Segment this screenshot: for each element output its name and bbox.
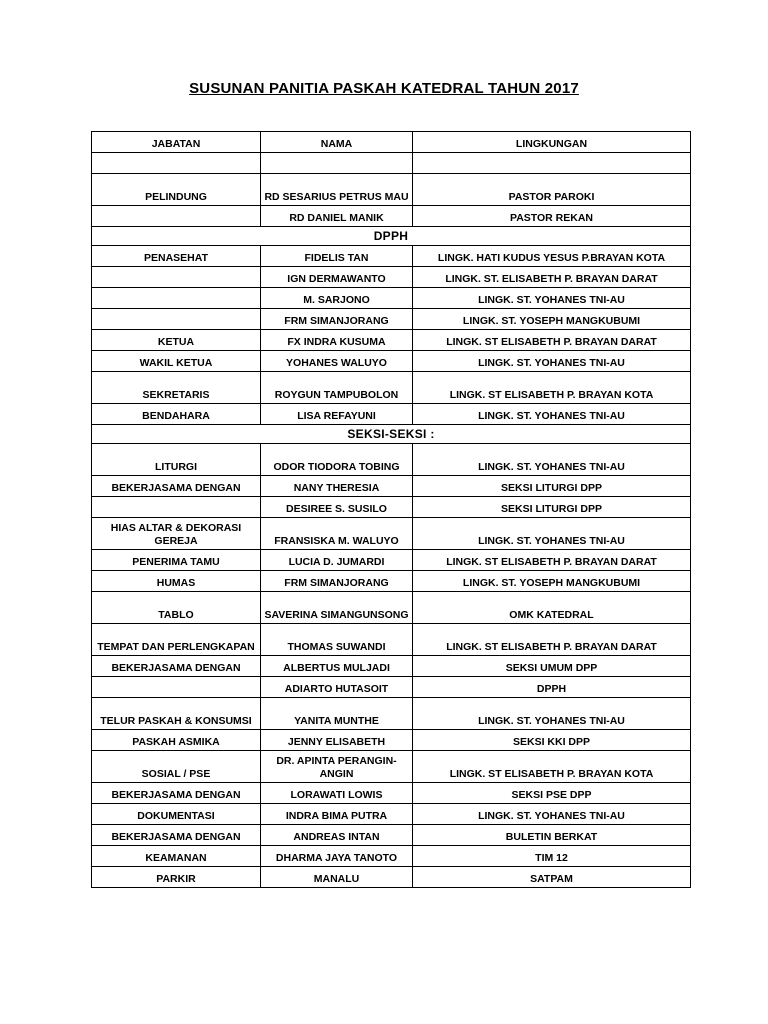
table-row — [92, 288, 691, 309]
table-row — [92, 550, 691, 571]
jabatan-cell: PENERIMA TAMU — [92, 550, 261, 571]
jabatan-cell: TEMPAT DAN PERLENGKAPAN — [92, 624, 261, 656]
jabatan-cell: HUMAS — [92, 571, 261, 592]
lingkungan-cell: PASTOR REKAN — [413, 206, 691, 227]
jabatan-cell: WAKIL KETUA — [92, 351, 261, 372]
table-row — [92, 825, 691, 846]
section-row — [92, 425, 691, 444]
jabatan-cell — [92, 677, 261, 698]
nama-cell: ANDREAS INTAN — [261, 825, 413, 846]
jabatan-cell: PARKIR — [92, 867, 261, 888]
jabatan-cell: BEKERJASAMA DENGAN — [92, 825, 261, 846]
nama-cell: YANITA MUNTHE — [261, 698, 413, 730]
jabatan-cell — [92, 309, 261, 330]
table-row — [92, 783, 691, 804]
table-row — [92, 444, 691, 476]
nama-cell — [261, 153, 413, 174]
section-label: SEKSI-SEKSI : — [92, 425, 691, 444]
nama-cell: DR. APINTA PERANGIN-ANGIN — [261, 751, 413, 783]
table-body — [92, 153, 691, 888]
table-row — [92, 476, 691, 497]
nama-cell: ADIARTO HUTASOIT — [261, 677, 413, 698]
table-row — [92, 624, 691, 656]
jabatan-cell — [92, 267, 261, 288]
section-row — [92, 227, 691, 246]
table-row — [92, 267, 691, 288]
table-row — [92, 592, 691, 624]
nama-cell: IGN DERMAWANTO — [261, 267, 413, 288]
nama-cell: FRM SIMANJORANG — [261, 571, 413, 592]
jabatan-cell — [92, 288, 261, 309]
lingkungan-cell: LINGK. ST. YOHANES TNI-AU — [413, 444, 691, 476]
nama-cell: FIDELIS TAN — [261, 246, 413, 267]
jabatan-cell: LITURGI — [92, 444, 261, 476]
table-row — [92, 518, 691, 550]
nama-cell: INDRA BIMA PUTRA — [261, 804, 413, 825]
table-row — [92, 804, 691, 825]
jabatan-cell: HIAS ALTAR & DEKORASI GEREJA — [92, 518, 261, 550]
header-lingkungan: LINGKUNGAN — [413, 132, 691, 153]
jabatan-cell: BEKERJASAMA DENGAN — [92, 476, 261, 497]
jabatan-cell: SEKRETARIS — [92, 372, 261, 404]
jabatan-cell: BENDAHARA — [92, 404, 261, 425]
jabatan-cell — [92, 153, 261, 174]
lingkungan-cell: SEKSI KKI DPP — [413, 730, 691, 751]
lingkungan-cell: LINGK. ST ELISABETH P. BRAYAN DARAT — [413, 550, 691, 571]
table-row — [92, 846, 691, 867]
lingkungan-cell: SEKSI LITURGI DPP — [413, 497, 691, 518]
jabatan-cell: DOKUMENTASI — [92, 804, 261, 825]
jabatan-cell: PENASEHAT — [92, 246, 261, 267]
table-row — [92, 246, 691, 267]
lingkungan-cell: PASTOR PAROKI — [413, 174, 691, 206]
jabatan-cell: SOSIAL / PSE — [92, 751, 261, 783]
jabatan-cell: BEKERJASAMA DENGAN — [92, 783, 261, 804]
nama-cell: LUCIA D. JUMARDI — [261, 550, 413, 571]
nama-cell: JENNY ELISABETH — [261, 730, 413, 751]
table-row — [92, 309, 691, 330]
lingkungan-cell: LINGK. ST. YOSEPH MANGKUBUMI — [413, 571, 691, 592]
nama-cell: NANY THERESIA — [261, 476, 413, 497]
table-row — [92, 174, 691, 206]
nama-cell: FX INDRA KUSUMA — [261, 330, 413, 351]
lingkungan-cell: LINGK. HATI KUDUS YESUS P.BRAYAN KOTA — [413, 246, 691, 267]
table-row — [92, 372, 691, 404]
nama-cell: ROYGUN TAMPUBOLON — [261, 372, 413, 404]
lingkungan-cell: OMK KATEDRAL — [413, 592, 691, 624]
header-jabatan: JABATAN — [92, 132, 261, 153]
lingkungan-cell: BULETIN BERKAT — [413, 825, 691, 846]
lingkungan-cell: LINGK. ST. YOHANES TNI-AU — [413, 404, 691, 425]
lingkungan-cell — [413, 153, 691, 174]
table-row — [92, 351, 691, 372]
nama-cell: ALBERTUS MULJADI — [261, 656, 413, 677]
table-row — [92, 153, 691, 174]
jabatan-cell: TABLO — [92, 592, 261, 624]
lingkungan-cell: LINGK. ST ELISABETH P. BRAYAN DARAT — [413, 624, 691, 656]
section-label: DPPH — [92, 227, 691, 246]
lingkungan-cell: LINGK. ST. ELISABETH P. BRAYAN DARAT — [413, 267, 691, 288]
lingkungan-cell: SEKSI LITURGI DPP — [413, 476, 691, 497]
nama-cell: LORAWATI LOWIS — [261, 783, 413, 804]
lingkungan-cell: LINGK. ST. YOHANES TNI-AU — [413, 698, 691, 730]
nama-cell: FRM SIMANJORANG — [261, 309, 413, 330]
lingkungan-cell: LINGK. ST. YOHANES TNI-AU — [413, 288, 691, 309]
nama-cell: RD DANIEL MANIK — [261, 206, 413, 227]
table-row — [92, 656, 691, 677]
lingkungan-cell: TIM 12 — [413, 846, 691, 867]
table-row — [92, 571, 691, 592]
jabatan-cell — [92, 206, 261, 227]
nama-cell: RD SESARIUS PETRUS MAU — [261, 174, 413, 206]
jabatan-cell: TELUR PASKAH & KONSUMSI — [92, 698, 261, 730]
nama-cell: DESIREE S. SUSILO — [261, 497, 413, 518]
lingkungan-cell: LINGK. ST. YOHANES TNI-AU — [413, 351, 691, 372]
table-row — [92, 677, 691, 698]
table-row — [92, 867, 691, 888]
lingkungan-cell: SEKSI UMUM DPP — [413, 656, 691, 677]
nama-cell: SAVERINA SIMANGUNSONG — [261, 592, 413, 624]
jabatan-cell: KETUA — [92, 330, 261, 351]
jabatan-cell: PELINDUNG — [92, 174, 261, 206]
nama-cell: MANALU — [261, 867, 413, 888]
lingkungan-cell: DPPH — [413, 677, 691, 698]
nama-cell: LISA REFAYUNI — [261, 404, 413, 425]
lingkungan-cell: LINGK. ST ELISABETH P. BRAYAN KOTA — [413, 372, 691, 404]
lingkungan-cell: SEKSI PSE DPP — [413, 783, 691, 804]
table-header — [92, 132, 691, 153]
table-row — [92, 698, 691, 730]
jabatan-cell: PASKAH ASMIKA — [92, 730, 261, 751]
nama-cell: DHARMA JAYA TANOTO — [261, 846, 413, 867]
table-row — [92, 404, 691, 425]
header-row — [92, 132, 691, 153]
nama-cell: THOMAS SUWANDI — [261, 624, 413, 656]
jabatan-cell: BEKERJASAMA DENGAN — [92, 656, 261, 677]
table-row — [92, 730, 691, 751]
lingkungan-cell: LINGK. ST. YOHANES TNI-AU — [413, 518, 691, 550]
jabatan-cell — [92, 497, 261, 518]
lingkungan-cell: LINGK. ST. YOHANES TNI-AU — [413, 804, 691, 825]
lingkungan-cell: LINGK. ST ELISABETH P. BRAYAN KOTA — [413, 751, 691, 783]
table-row — [92, 206, 691, 227]
table-row — [92, 497, 691, 518]
nama-cell: YOHANES WALUYO — [261, 351, 413, 372]
header-nama: NAMA — [261, 132, 413, 153]
jabatan-cell: KEAMANAN — [92, 846, 261, 867]
table-row — [92, 751, 691, 783]
document-title: SUSUNAN PANITIA PASKAH KATEDRAL TAHUN 2017 — [189, 80, 579, 97]
lingkungan-cell: LINGK. ST ELISABETH P. BRAYAN DARAT — [413, 330, 691, 351]
nama-cell: FRANSISKA M. WALUYO — [261, 518, 413, 550]
table-row — [92, 330, 691, 351]
lingkungan-cell: SATPAM — [413, 867, 691, 888]
lingkungan-cell: LINGK. ST. YOSEPH MANGKUBUMI — [413, 309, 691, 330]
committee-table — [91, 131, 691, 888]
nama-cell: M. SARJONO — [261, 288, 413, 309]
nama-cell: ODOR TIODORA TOBING — [261, 444, 413, 476]
